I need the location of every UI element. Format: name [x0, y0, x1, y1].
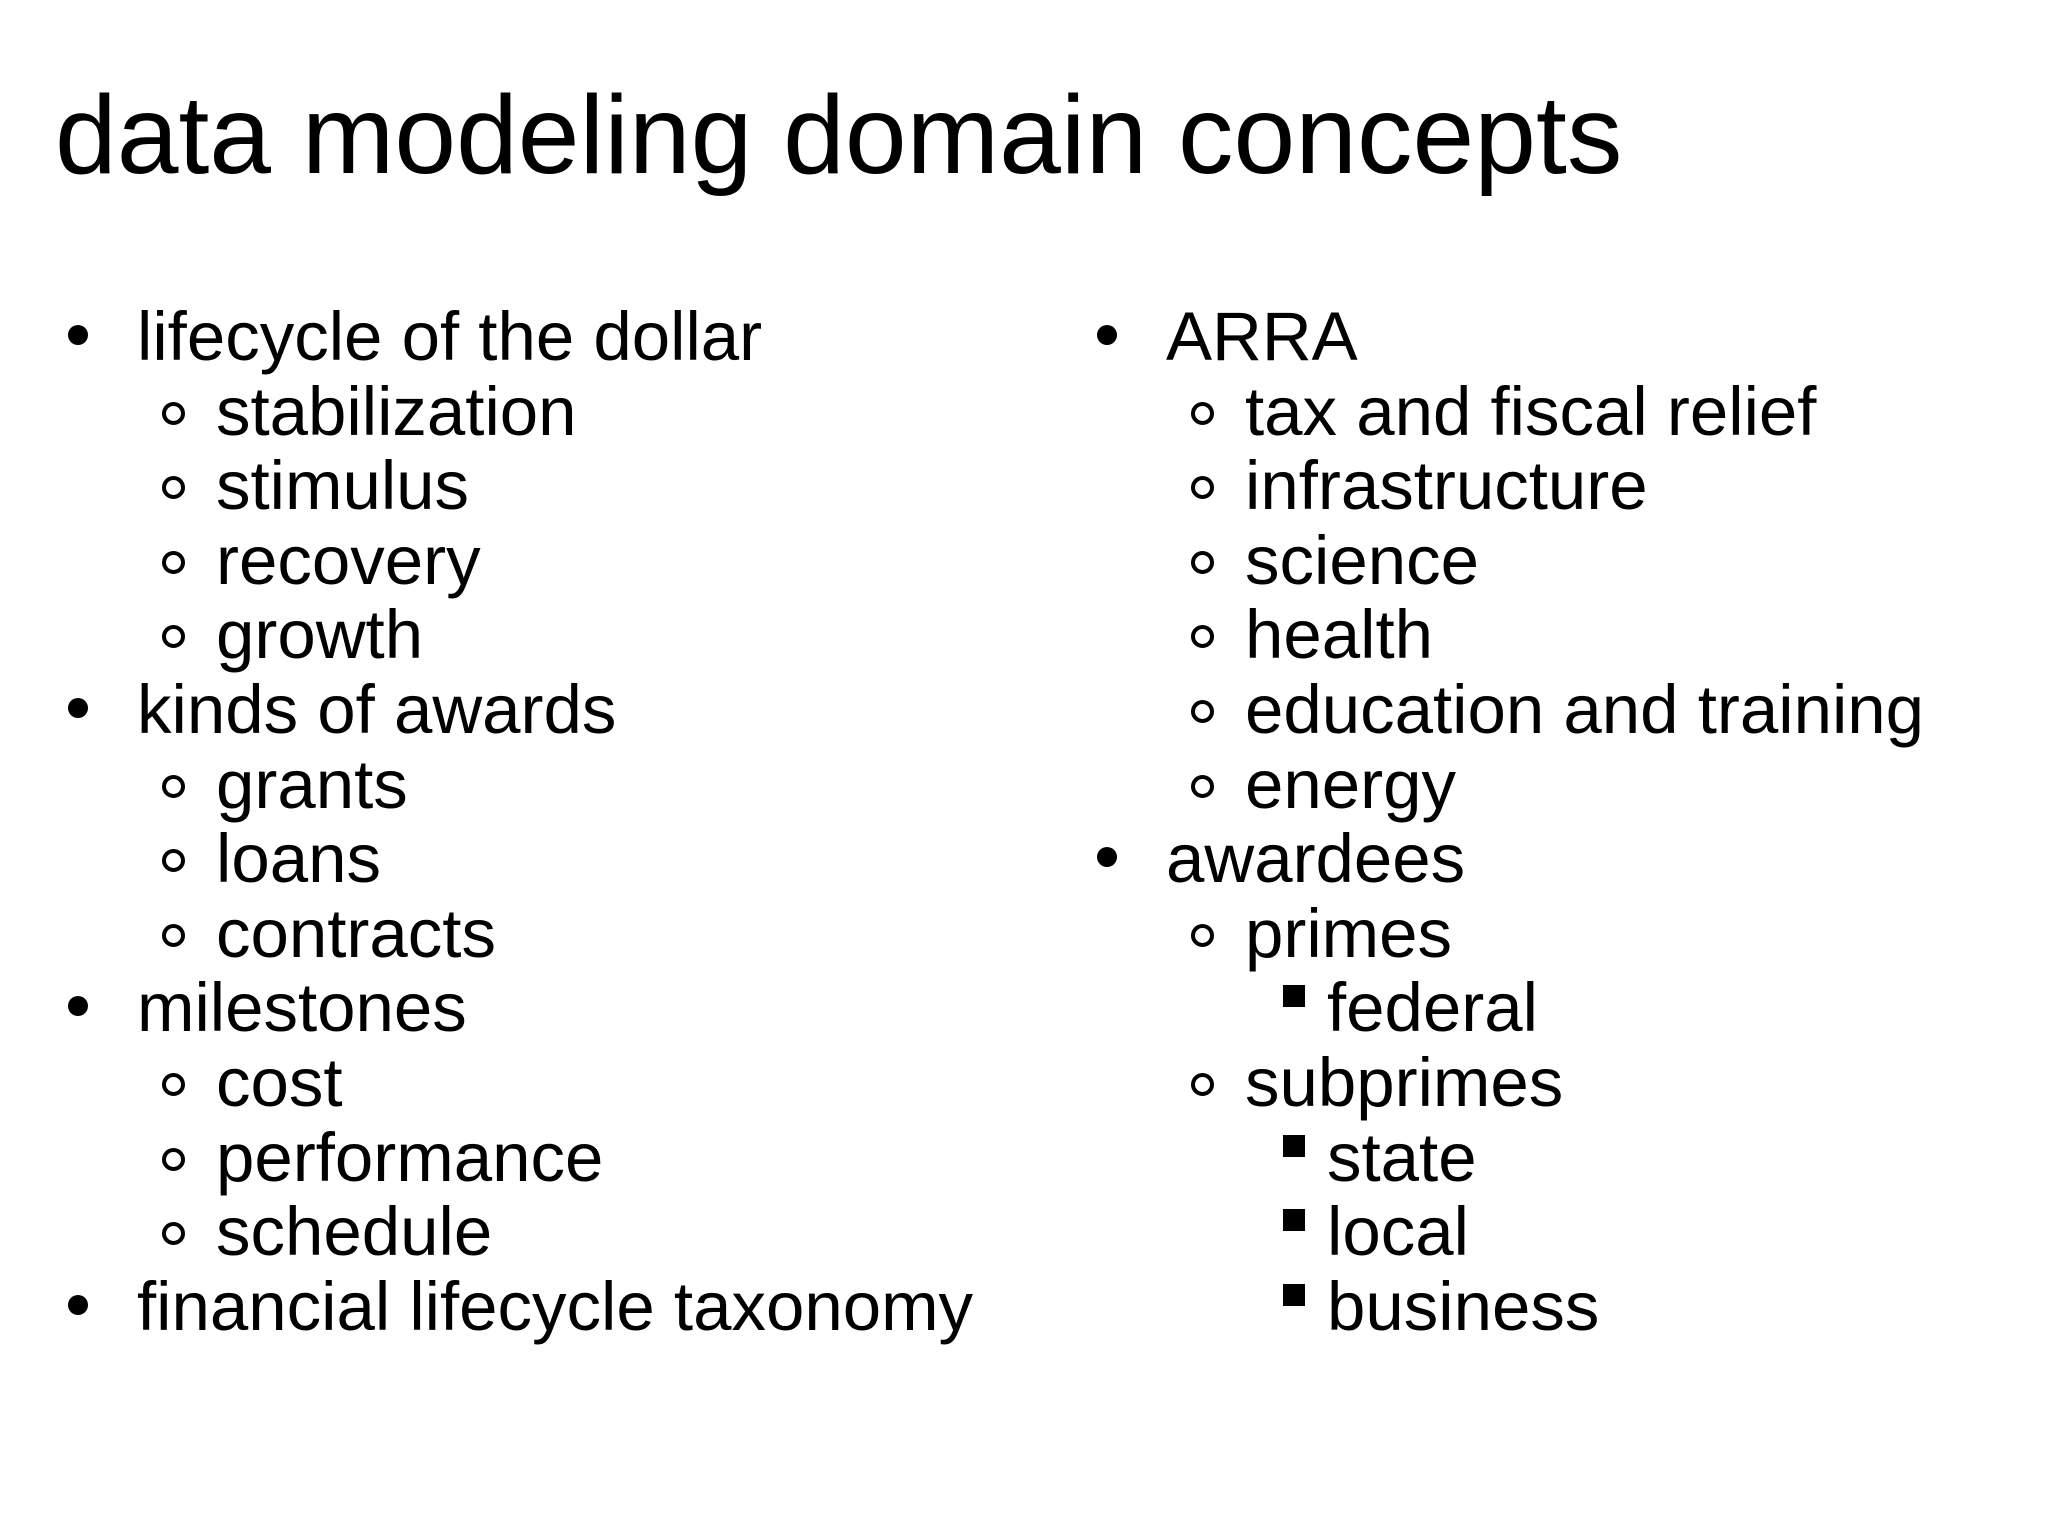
list-item — [1097, 1118, 2027, 1196]
list-item-label: stimulus — [216, 447, 470, 525]
list-item — [1097, 372, 2027, 450]
list-item-label: cost — [216, 1043, 343, 1121]
list-item-label: awardees — [1166, 820, 1466, 898]
list-item — [68, 971, 1068, 1046]
bullet-list-left — [68, 300, 1068, 1344]
list-item — [1097, 300, 2027, 375]
list-item — [1097, 1267, 2027, 1345]
disc-bullet-icon — [68, 698, 88, 718]
circle-bullet-icon — [1191, 402, 1214, 425]
list-item — [68, 894, 1068, 972]
disc-bullet-icon — [68, 325, 88, 345]
list-item-label: grants — [216, 745, 408, 823]
list-item-label: state — [1327, 1118, 1477, 1196]
circle-bullet-icon — [162, 402, 185, 425]
list-item — [68, 449, 1068, 524]
list-item-label: recovery — [216, 521, 481, 599]
list-item — [68, 300, 1068, 375]
list-item-label: federal — [1327, 969, 1538, 1047]
circle-bullet-icon — [162, 1148, 185, 1171]
list-item — [68, 1118, 1068, 1196]
circle-bullet-icon — [1191, 924, 1214, 947]
circle-bullet-icon — [162, 849, 185, 872]
disc-bullet-icon — [68, 1295, 88, 1315]
list-item-label: lifecycle of the dollar — [137, 298, 763, 375]
list-item — [1097, 670, 2027, 748]
list-item — [1097, 598, 2027, 673]
list-item-label: primes — [1245, 894, 1453, 972]
list-item-label: stabilization — [216, 372, 577, 450]
list-item-label: business — [1327, 1267, 1600, 1345]
list-item-label: science — [1245, 521, 1479, 599]
circle-bullet-icon — [1191, 700, 1214, 723]
list-item-label: kinds of awards — [137, 670, 617, 748]
list-item-label: loans — [216, 820, 381, 898]
list-item-label: infrastructure — [1245, 447, 1648, 525]
circle-bullet-icon — [1191, 1073, 1214, 1096]
circle-bullet-icon — [1191, 775, 1214, 798]
list-item — [68, 598, 1068, 673]
list-item-label: growth — [216, 596, 424, 674]
list-item-label: schedule — [216, 1193, 493, 1271]
slide-title: data modeling domain concepts — [55, 73, 1623, 197]
list-item — [68, 1043, 1068, 1121]
circle-bullet-icon — [162, 775, 185, 798]
list-item — [68, 521, 1068, 599]
list-item — [68, 670, 1068, 748]
list-item-label: subprimes — [1245, 1043, 1564, 1121]
list-item — [1097, 822, 2027, 897]
list-item — [1097, 971, 2027, 1046]
list-item-label: health — [1245, 596, 1433, 674]
bullet-list-right — [1097, 300, 2027, 1344]
list-item-label: financial lifecycle taxonomy — [137, 1267, 974, 1345]
circle-bullet-icon — [1191, 551, 1214, 574]
square-bullet-icon — [1283, 985, 1305, 1007]
list-item — [68, 745, 1068, 823]
list-item-label: milestones — [137, 969, 467, 1047]
list-item-label: contracts — [216, 894, 496, 972]
list-item — [1097, 1195, 2027, 1270]
list-item — [1097, 894, 2027, 972]
square-bullet-icon — [1283, 1135, 1305, 1157]
list-item — [68, 1267, 1068, 1345]
list-item-label: local — [1327, 1193, 1469, 1271]
square-bullet-icon — [1283, 1209, 1305, 1231]
circle-bullet-icon — [162, 1222, 185, 1245]
list-item — [1097, 449, 2027, 524]
square-bullet-icon — [1283, 1284, 1305, 1306]
circle-bullet-icon — [162, 1073, 185, 1096]
list-item — [1097, 745, 2027, 823]
list-item — [68, 372, 1068, 450]
list-item — [68, 822, 1068, 897]
circle-bullet-icon — [162, 551, 185, 574]
disc-bullet-icon — [1097, 325, 1117, 345]
list-item — [1097, 521, 2027, 599]
list-item-label: tax and fiscal relief — [1245, 372, 1817, 450]
list-item-label: education and training — [1245, 670, 1925, 748]
list-item-label: performance — [216, 1118, 604, 1196]
list-item — [1097, 1043, 2027, 1121]
circle-bullet-icon — [162, 924, 185, 947]
list-item — [68, 1195, 1068, 1270]
list-item-label: ARRA — [1166, 298, 1358, 375]
list-item-label: energy — [1245, 745, 1456, 823]
